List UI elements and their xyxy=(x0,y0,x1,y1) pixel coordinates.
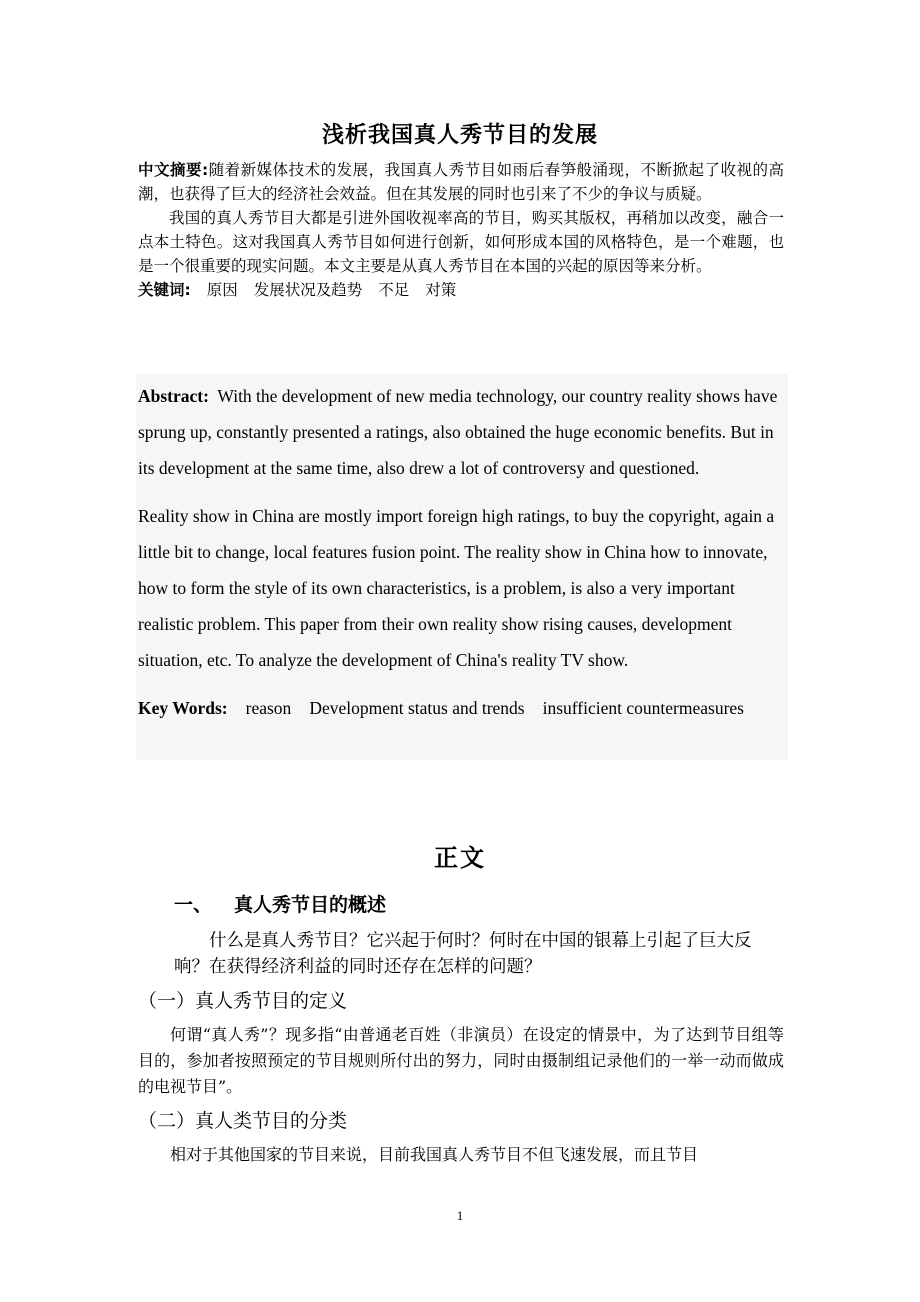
english-keyword: Development status and trends xyxy=(309,698,525,718)
chinese-keywords-label: 关键词: xyxy=(138,281,191,299)
section-1-title: 真人秀节目的概述 xyxy=(234,894,387,916)
section-1-number: 一、 xyxy=(174,894,213,916)
chinese-abstract-label: 中文摘要: xyxy=(138,161,209,179)
chinese-abstract xyxy=(138,158,784,302)
body-heading: 正文 xyxy=(434,844,486,872)
english-abstract-paragraph-1 xyxy=(138,378,788,486)
section-1-heading xyxy=(174,890,386,917)
section-1-intro xyxy=(174,927,784,979)
chinese-abstract-paragraph-1 xyxy=(138,158,784,206)
subsection-2-heading: （二）真人类节目的分类 xyxy=(138,1110,348,1132)
english-abstract-text-1: With the development of new media technology, our country reality shows have sprung up, constantly presented a ratings, also obtained the huge economic benefits. But in its development at the same time, also drew a lot of controversy and questioned. xyxy=(138,386,778,478)
chinese-keyword: 不足 xyxy=(378,281,410,299)
subsection-2-paragraph xyxy=(138,1142,784,1168)
subsection-1-heading: （一）真人秀节目的定义 xyxy=(138,990,348,1012)
page-number: 1 xyxy=(456,1208,464,1223)
document-title: 浅析我国真人秀节目的发展 xyxy=(321,123,598,148)
english-abstract xyxy=(138,378,788,726)
chinese-keyword: 原因 xyxy=(206,281,238,299)
chinese-keyword: 发展状况及趋势 xyxy=(253,281,363,299)
english-keyword: reason xyxy=(245,698,292,718)
english-abstract-label: Abstract: xyxy=(138,386,209,406)
english-keywords xyxy=(138,690,788,726)
section-1-intro-text: 什么是真人秀节目？它兴起于何时？何时在中国的银幕上引起了巨大反响？在获得经济利益的同时还存在怎样的问题？ xyxy=(174,930,752,976)
chinese-abstract-paragraph-2: 我国的真人秀节目大都是引进外国收视率高的节目，购买其版权，再稍加以改变，融合一点本土特色。这对我国真人秀节目如何进行创新，如何形成本国的风格特色，是一个难题，也是一个很重要的现实问题。本文主要是从真人秀节目在本国的兴起的原因等来分析。 xyxy=(138,209,784,275)
english-keyword: insufficient countermeasures xyxy=(542,698,744,718)
chinese-keywords xyxy=(138,278,784,302)
subsection-1-paragraph xyxy=(138,1022,784,1100)
subsection-2-text: 相对于其他国家的节目来说，目前我国真人秀节目不但飞速发展，而且节目 xyxy=(170,1145,699,1164)
chinese-keyword: 对策 xyxy=(425,281,457,299)
english-keywords-label: Key Words: xyxy=(138,698,228,718)
chinese-abstract-text-1: 随着新媒体技术的发展，我国真人秀节目如雨后春笋般涌现，不断掀起了收视的高潮，也获得了巨大的经济社会效益。但在其发展的同时也引来了不少的争议与质疑。 xyxy=(138,161,784,203)
subsection-1-text: 何谓“真人秀”？现多指“由普通老百姓（非演员）在设定的情景中，为了达到节目组等目的，参加者按照预定的节目规则所付出的努力，同时由摄制组记录他们的一举一动而做成的电视节目”。 xyxy=(138,1025,784,1096)
english-abstract-paragraph-2: Reality show in China are mostly import foreign high ratings, to buy the copyright, again a little bit to change, local features fusion point. The reality show in China how to innovate, how to form the style of its own characteristics, is a problem, is also a very important realistic problem. This paper from their own reality show rising causes, development situation, etc. To analyze the development of China's reality TV show. xyxy=(138,506,775,670)
